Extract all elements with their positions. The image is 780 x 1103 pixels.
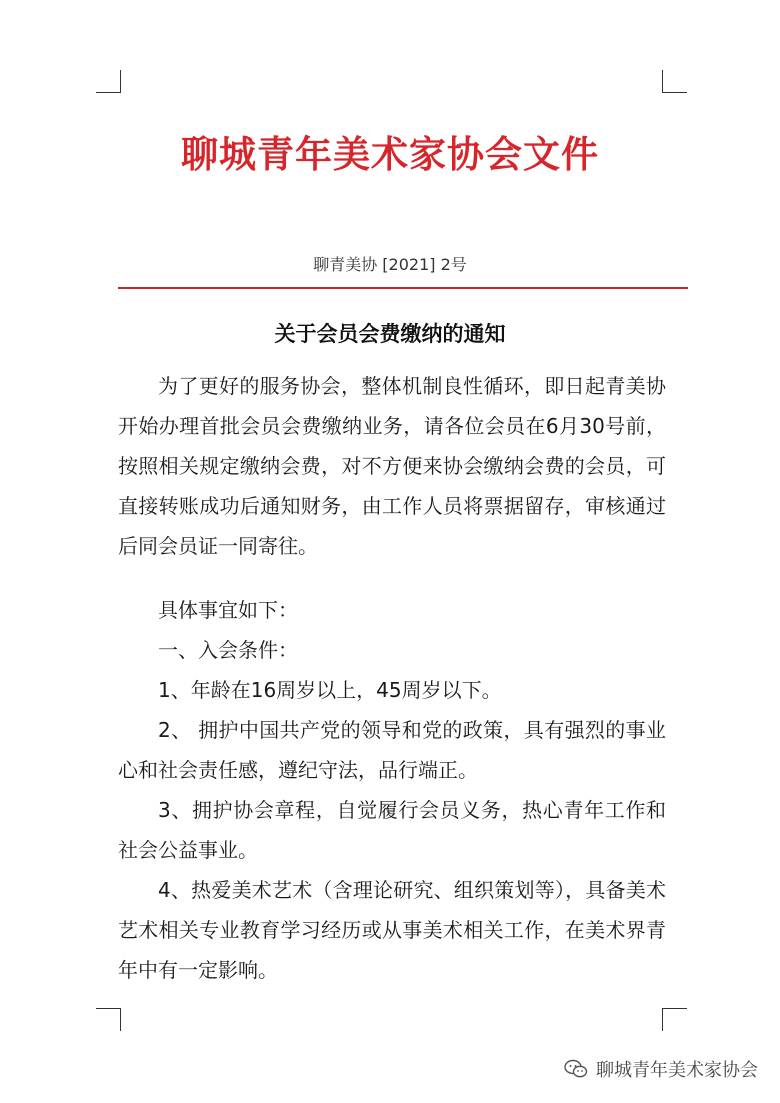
red-divider-line [118,287,688,289]
document-masthead: 聊城青年美术家协会文件 [181,133,599,176]
notice-body [118,366,666,990]
paragraph-section-heading: 一、入会条件： [158,638,298,662]
paragraph-condition-3: 3、拥护协会章程，自觉履行会员义务，热心青年工作和社会公益事业。 [118,798,666,862]
paragraph-condition-1: 1、年龄在16周岁以上，45周岁以下。 [158,678,502,702]
crop-mark-bottom-left [96,1008,121,1031]
wechat-account-name: 聊城青年美术家协会 [596,1060,758,1081]
crop-mark-top-left [96,70,121,93]
wechat-watermark [564,1056,758,1082]
paragraph-condition-4: 4、热爱美术艺术（含理论研究、组织策划等），具备美术艺术相关专业教育学习经历或从事美术相关工作，在美术界青年中有一定影响。 [118,878,666,982]
document-number: 聊青美协 [2021] 2号 [313,255,467,274]
paragraph-details-heading: 具体事宜如下： [158,598,298,622]
crop-mark-bottom-right [662,1008,687,1031]
paragraph-intro: 为了更好的服务协会，整体机制良性循环，即日起青美协开始办理首批会员会费缴纳业务，请各位会员在6月30号前，按照相关规定缴纳会费，对不方便来协会缴纳会费的会员，可直接转账成功后通知财务，由工作人员将票据留存，审核通过后同会员证一同寄往。 [118,374,666,558]
notice-title: 关于会员会费缴纳的通知 [274,322,506,346]
crop-mark-top-right [662,70,687,93]
wechat-icon [564,1059,588,1079]
paragraph-condition-2: 2、 拥护中国共产党的领导和党的政策，具有强烈的事业心和社会责任感，遵纪守法，品行端正。 [118,718,666,782]
